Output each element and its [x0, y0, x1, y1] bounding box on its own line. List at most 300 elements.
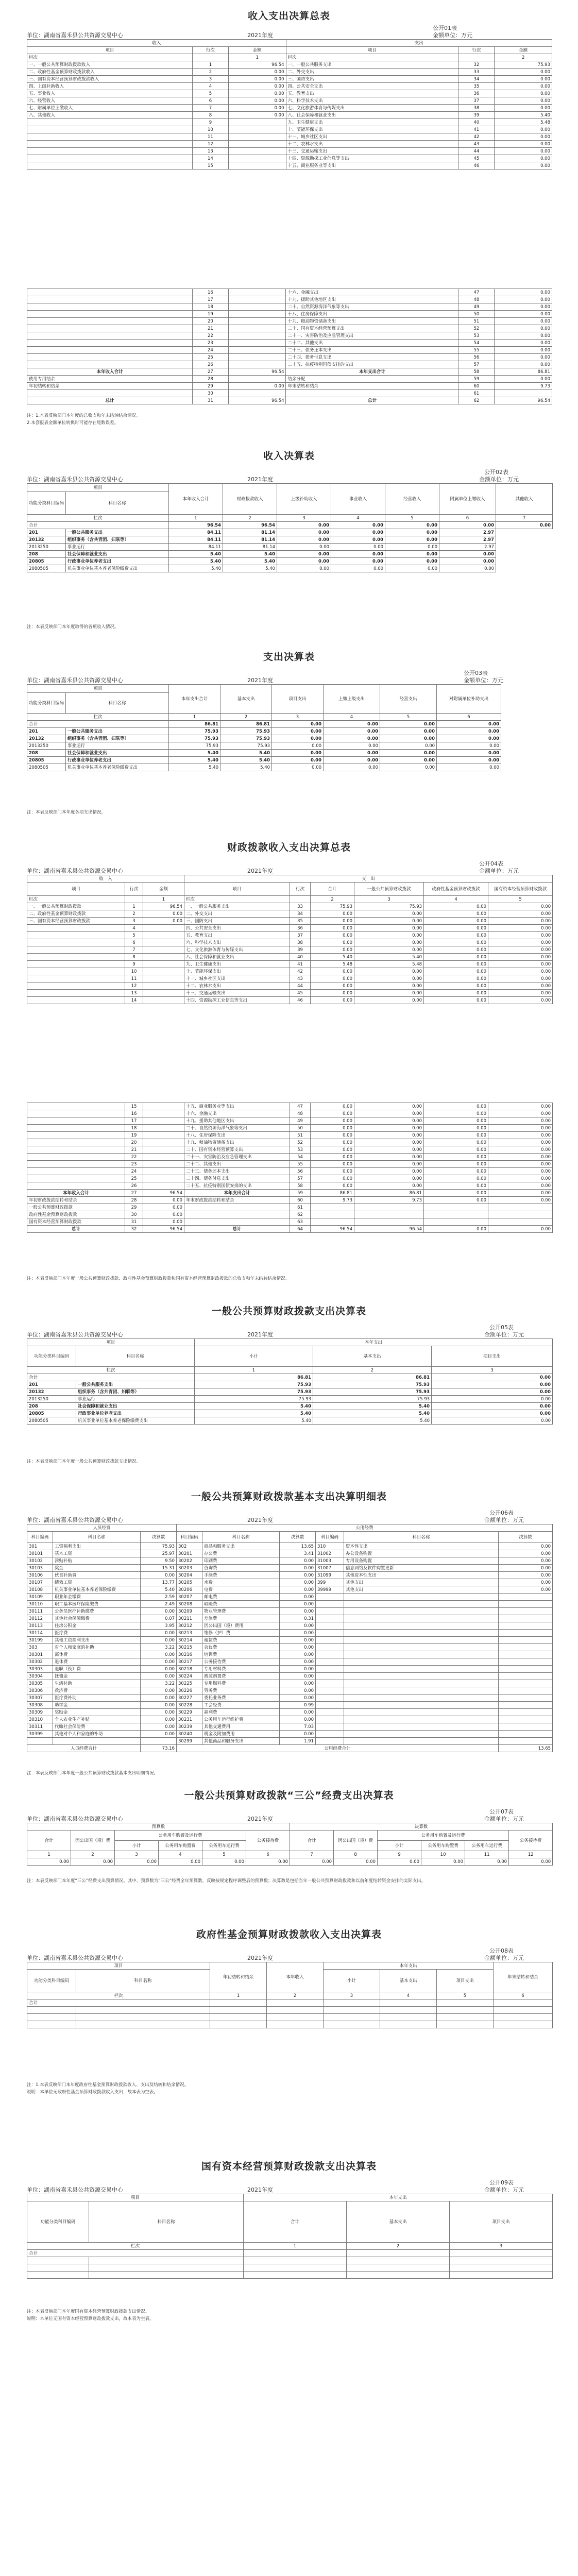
table-row [27, 1132, 553, 1139]
table-cell [316, 1601, 344, 1608]
amount-unit: 金额单位：万元 [484, 1816, 524, 1822]
table-cell: 2013250 [27, 544, 66, 551]
table-cell [27, 968, 125, 975]
table-cell: 0.00 [424, 939, 488, 946]
table-cell: 30309 [27, 1709, 53, 1716]
table-cell: 0.00 [488, 1226, 553, 1233]
header-row [27, 54, 552, 61]
table-cell [344, 1687, 499, 1694]
table-cell: 0.00 [495, 376, 552, 383]
table-cell: 0.00 [437, 750, 501, 757]
table-cell: 二十、自然资源海洋气象等支出 [184, 1125, 290, 1132]
table-cell: 6 [439, 515, 496, 522]
table-cell: 人员经费 [27, 1524, 177, 1532]
table-cell: 邮电费 [202, 1594, 280, 1601]
table-cell: 10 [421, 1851, 465, 1858]
table-cell: 96.54 [143, 1190, 184, 1197]
table-cell [499, 1658, 553, 1666]
table-row [27, 728, 501, 735]
table-cell: 0.00 [272, 764, 324, 771]
table-cell: 30304 [27, 1673, 53, 1680]
header-row [27, 2194, 553, 2201]
table-cell [267, 1999, 324, 2007]
table-cell: 0.00 [424, 1154, 488, 1161]
table-cell: 0.00 [159, 1858, 202, 1866]
table-cell: 44 [290, 982, 311, 990]
table-cell [344, 1630, 499, 1637]
table-cell: 0.00 [432, 1374, 553, 1381]
table-cell: 0.00 [424, 1161, 488, 1168]
table-cell: 30217 [177, 1658, 202, 1666]
year-label: 2021年度 [247, 1517, 273, 1523]
table-cell: 0.00 [280, 1673, 316, 1680]
table-cell: 30108 [27, 1586, 53, 1594]
table-cell: 金额 [228, 47, 286, 54]
table-cell [27, 296, 193, 303]
table-cell: 57 [458, 361, 495, 368]
table-cell: 4 [324, 714, 380, 721]
table-cell: 职业年金缴费 [53, 1594, 141, 1601]
table-cell: 0.00 [280, 1716, 316, 1723]
table-cell: 0.00 [354, 982, 424, 990]
table-cell: 0.00 [311, 997, 354, 1004]
table-cell: 附属单位上缴收入 [439, 484, 496, 515]
table-cell: 0.00 [311, 1110, 354, 1117]
table-cell: 8 [125, 954, 143, 961]
table-cell: 0.00 [324, 757, 380, 764]
table-cell: 0.00 [488, 1117, 553, 1125]
table-cell: 功能分类科目编码 [27, 2201, 89, 2243]
table-cell: 4 [125, 925, 143, 932]
table-cell: 48 [458, 296, 495, 303]
table-cell: 经营收入 [385, 484, 439, 515]
table-cell: 75.93 [354, 903, 424, 910]
table-cell [143, 925, 184, 932]
table-cell: 公务用车购置费 [421, 1841, 465, 1851]
table-cell: 其他对个人和家庭的补助 [53, 1731, 141, 1738]
table-cell [499, 1651, 553, 1658]
grand-total-row [27, 397, 552, 404]
table-cell: 0.00 [141, 1673, 177, 1680]
table-cell: 21 [125, 1146, 143, 1154]
table-cell: 社会保障和就业支出 [66, 750, 169, 757]
table-cell [27, 946, 125, 954]
table-cell: 总计 [286, 397, 458, 404]
table-cell [143, 961, 184, 968]
table-row [27, 1103, 553, 1110]
table-cell: 本年支出 [195, 1339, 553, 1346]
table-cell: 培训费 [202, 1651, 280, 1658]
table-cell: 二十、国有资本经营预算支出 [286, 325, 458, 332]
table-cell: 0.00 [280, 1644, 316, 1651]
table-cell: 四、公共安全支出 [286, 83, 458, 90]
table-cell [344, 1622, 499, 1630]
table-cell: 27 [193, 368, 229, 376]
table-cell: 十三、交通运输支出 [286, 148, 458, 155]
table-cell: 0.00 [495, 76, 552, 83]
table-cell [244, 2250, 347, 2257]
table-row [27, 1117, 553, 1125]
table-cell: 八、社会保障和就业支出 [184, 954, 290, 961]
table-cell: 年初结转和结余 [27, 383, 193, 390]
fiscal-summary-table-part1 [27, 875, 553, 1004]
table-cell: 5.40 [311, 954, 354, 961]
section-income-expense-summary [0, 0, 578, 426]
table-row [27, 932, 553, 939]
table-cell [316, 1622, 344, 1630]
table-cell: 201 [27, 1381, 76, 1388]
table-cell: 53 [290, 1146, 311, 1154]
table-cell: 0.00 [354, 1168, 424, 1175]
table-cell: 0.00 [280, 1572, 316, 1579]
table-cell: 功能分类科目编码 [27, 693, 66, 714]
table-cell [488, 1218, 553, 1226]
table-cell [488, 1211, 553, 1218]
table-cell: 59 [290, 1190, 311, 1197]
table-cell: 399 [316, 1579, 344, 1586]
table-cell: 5.40 [220, 757, 272, 764]
table-cell: 0.00 [354, 918, 424, 925]
table-cell: 经营支出 [380, 685, 437, 714]
table-cell: 16 [193, 289, 229, 296]
table-cell [27, 361, 193, 368]
table-cell: 0.00 [424, 910, 488, 918]
table-cell: 退休费 [53, 1658, 141, 1666]
table-cell [344, 1731, 499, 1738]
table-cell [344, 1644, 499, 1651]
header-row [27, 883, 553, 896]
table-cell: 二十四、债务付息支出 [286, 354, 458, 361]
table-cell: 2 [125, 910, 143, 918]
table-cell: 35 [458, 83, 495, 90]
table-cell: 小计 [115, 1841, 159, 1851]
table-row [27, 1673, 553, 1680]
table-cell: 栏次 [27, 2243, 244, 2250]
table-row [27, 1381, 553, 1388]
table-cell [316, 1723, 344, 1731]
table-cell: 58 [458, 368, 495, 376]
table-cell: 公务接待费 [202, 1658, 280, 1666]
table-cell: 七、文化旅游体育与传媒支出 [184, 946, 290, 954]
table-cell: 39999 [316, 1586, 344, 1594]
table-cell: 合计 [27, 1999, 210, 2007]
table-row [27, 982, 553, 990]
table-cell: 0.00 [495, 148, 552, 155]
table-cell: 0.00 [141, 1608, 177, 1615]
table-cell [499, 1702, 553, 1709]
table-cell: 2 [311, 896, 354, 903]
table-cell [141, 1738, 177, 1745]
table-cell: 0.00 [354, 968, 424, 975]
table-row [27, 1388, 553, 1396]
table-cell: 3 [354, 896, 424, 903]
table-cell [27, 325, 193, 332]
table-cell [27, 982, 125, 990]
table-cell: 1 [27, 1851, 71, 1858]
table-cell: 13.77 [141, 1579, 177, 1586]
table-cell: 0.00 [432, 1388, 553, 1396]
note-line-1: 注：1.本表反映部门本年度的总收支和年末结转结余情况。 [27, 413, 141, 418]
unit-label: 单位：湖南省嘉禾县公共资源交易中心 [27, 1331, 123, 1338]
table-cell: 30208 [177, 1601, 202, 1608]
table-cell: 机关事业单位基本养老保险缴费支出 [66, 565, 169, 572]
table-cell: 六、科学技术支出 [184, 939, 290, 946]
table-cell: 0.00 [324, 742, 380, 750]
table-cell: 4 [331, 515, 385, 522]
table-cell: 24 [125, 1168, 143, 1175]
table-cell [143, 990, 184, 997]
table-cell [228, 296, 286, 303]
table-cell: 基本支出 [347, 2201, 450, 2243]
amount-unit: 金额单位：万元 [484, 1331, 524, 1338]
unit-label: 单位：湖南省嘉禾县公共资源交易中心 [27, 677, 123, 684]
table-cell [316, 1702, 344, 1709]
section-title: 支出决算表 [263, 651, 315, 663]
table-cell: 30310 [27, 1716, 53, 1723]
table-cell: 36 [458, 90, 495, 97]
table-row [27, 2007, 553, 2014]
table-cell: 合计 [27, 721, 169, 728]
table-cell: 总计 [27, 397, 193, 404]
table-cell: 0.00 [424, 1146, 488, 1154]
table-cell: 0.00 [488, 932, 553, 939]
note-line: 注：本表反映部门本年度一般公共预算财政拨款基本支出明细情况。 [27, 1771, 159, 1776]
table-cell [27, 141, 193, 148]
year-label: 2021年度 [247, 1331, 273, 1338]
table-cell: 行政事业单位养老支出 [76, 1410, 195, 1417]
table-cell: 公务接待费 [509, 1831, 553, 1851]
table-cell: 5.40 [313, 1403, 432, 1410]
table-code: 公开06表 [489, 1510, 514, 1516]
table-cell [316, 1594, 344, 1601]
unit-label: 单位：湖南省嘉禾县公共资源交易中心 [27, 2187, 123, 2193]
table-cell: 本年收入合计 [169, 484, 223, 515]
table-cell: 0.00 [380, 728, 437, 735]
table-cell [27, 133, 193, 141]
table-cell: 30308 [27, 1702, 53, 1709]
table-cell: 50 [290, 1125, 311, 1132]
table-cell: 决算数 [499, 1532, 553, 1543]
table-cell: 小计 [378, 1841, 421, 1851]
table-cell: 0.00 [385, 551, 439, 558]
general-budget-expense-table [27, 1338, 553, 1425]
table-cell: 2.97 [439, 536, 496, 544]
table-cell: 54 [290, 1154, 311, 1161]
table-cell: 5 [202, 1851, 246, 1858]
table-cell: 代缴社会保险费 [53, 1723, 141, 1731]
table-row [27, 1858, 553, 1866]
table-cell: 0.00 [499, 1550, 553, 1557]
table-cell: 本年收入合计 [27, 1190, 125, 1197]
table-cell: 水费 [202, 1579, 280, 1586]
table-cell: 0.00 [495, 155, 552, 162]
table-cell: 十九、粮油物资储备支出 [184, 1139, 290, 1146]
table-cell: 18 [125, 1125, 143, 1132]
table-cell: 因公出国（境）费 [71, 1831, 115, 1851]
table-cell: 0.00 [488, 1161, 553, 1168]
table-cell: 3 [272, 714, 324, 721]
table-cell: 25 [125, 1175, 143, 1182]
table-cell: 5 [385, 515, 439, 522]
table-cell: 43 [458, 141, 495, 148]
year-label: 2021年度 [247, 868, 273, 874]
header-row [27, 1367, 553, 1374]
table-cell: 75.93 [195, 1396, 313, 1403]
table-cell: 年末财政拨款结转和结余 [184, 1197, 290, 1204]
table-row [27, 764, 501, 771]
table-cell: 0.00 [495, 97, 552, 105]
table-cell: 0.00 [424, 925, 488, 932]
table-cell: 0.00 [334, 1858, 378, 1866]
table-cell: 30218 [177, 1666, 202, 1673]
table-cell: 二、政府性基金预算财政拨款收入 [27, 69, 193, 76]
table-cell: 20 [125, 1139, 143, 1146]
table-cell: 0.00 [324, 750, 380, 757]
table-cell [228, 347, 286, 354]
table-cell: 42 [458, 133, 495, 141]
table-cell: 0.00 [280, 1565, 316, 1572]
table-code: 公开01表 [433, 25, 457, 31]
table-cell: 75.93 [311, 903, 354, 910]
table-cell: 19 [125, 1132, 143, 1139]
table-cell: 5.40 [195, 1403, 313, 1410]
table-cell: 4 [424, 896, 488, 903]
table-row [27, 311, 552, 318]
table-cell: 十二、农林水支出 [184, 982, 290, 990]
table-cell [316, 1651, 344, 1658]
table-cell: 201 [27, 529, 66, 536]
table-row [27, 90, 552, 97]
table-cell [499, 1709, 553, 1716]
table-cell: 政府性基金预算财政拨款 [424, 883, 488, 896]
table-cell: 36 [290, 925, 311, 932]
table-cell: 3 [324, 1992, 380, 1999]
table-row [27, 2250, 553, 2257]
table-row [27, 376, 552, 383]
table-row [27, 1601, 553, 1608]
table-row [27, 1644, 553, 1651]
table-cell: 0.00 [311, 990, 354, 997]
table-cell: 一、一般公共服务支出 [184, 903, 290, 910]
table-cell: 0.00 [488, 1182, 553, 1190]
table-row [27, 1125, 553, 1132]
table-cell [228, 119, 286, 126]
table-cell: 0.00 [354, 1175, 424, 1182]
table-cell: 0.00 [495, 332, 552, 340]
table-cell [499, 1622, 553, 1630]
table-cell [27, 303, 193, 311]
table-cell: 栏次 [27, 896, 125, 903]
table-cell: 84.11 [169, 544, 223, 551]
table-cell: 八、其他收入 [27, 112, 193, 119]
table-cell: 0.00 [354, 975, 424, 982]
table-cell: 5.48 [311, 961, 354, 968]
table-cell: 二、外交支出 [184, 910, 290, 918]
table-cell: 41 [290, 961, 311, 968]
table-row [27, 69, 552, 76]
table-cell: 31099 [316, 1572, 344, 1579]
table-cell: 0.00 [488, 1197, 553, 1204]
table-cell: 6 [125, 939, 143, 946]
table-cell [244, 2257, 347, 2264]
header-row [27, 1851, 553, 1858]
table-cell: 0.00 [354, 1161, 424, 1168]
table-cell [143, 939, 184, 946]
table-row [27, 1586, 553, 1594]
table-cell: 61 [458, 390, 495, 397]
table-cell [53, 1738, 141, 1745]
table-cell: 本年支出 [244, 2194, 553, 2201]
table-cell [450, 2257, 553, 2264]
table-cell: 0.00 [424, 982, 488, 990]
table-cell: 合计 [27, 1374, 195, 1381]
table-cell [316, 1666, 344, 1673]
table-cell: 1 [125, 903, 143, 910]
table-row [27, 1999, 553, 2007]
table-cell [344, 1723, 499, 1731]
table-cell: 45 [458, 155, 495, 162]
table-cell: 5.40 [169, 551, 223, 558]
table-cell [27, 2272, 89, 2279]
header-row [27, 2243, 553, 2250]
table-cell [27, 1103, 125, 1110]
table-cell: 总计 [184, 1226, 290, 1233]
table-cell [499, 1731, 553, 1738]
table-cell: 离休费 [53, 1651, 141, 1658]
table-cell: 3 [193, 76, 229, 83]
table-cell: 3 [115, 1851, 159, 1858]
table-cell: 61 [290, 1204, 311, 1211]
table-row [27, 1716, 553, 1723]
amount-unit: 金额单位：万元 [464, 677, 503, 684]
table-cell: 4 [193, 83, 229, 90]
section-title: 国有资本经营预算财政拨款支出决算表 [201, 2161, 377, 2172]
table-cell: 项目支出 [450, 2201, 553, 2243]
table-cell: 75.93 [169, 742, 220, 750]
table-cell: 专用设备购置 [344, 1557, 499, 1565]
table-cell: 5 [380, 714, 437, 721]
table-cell: 9.73 [495, 383, 552, 390]
table-cell [347, 2250, 450, 2257]
table-row [27, 141, 552, 148]
table-cell [27, 2014, 76, 2021]
table-cell [210, 1999, 267, 2007]
table-cell [27, 954, 125, 961]
table-cell: 0.00 [280, 1557, 316, 1565]
table-cell: 栏次 [27, 714, 169, 721]
total-row [27, 1745, 553, 1752]
table-row [27, 1182, 553, 1190]
table-cell: 2 [347, 2243, 450, 2250]
table-cell [499, 1601, 553, 1608]
table-cell: 75.93 [313, 1396, 432, 1403]
table-cell: 30109 [27, 1594, 53, 1601]
table-cell: 0.00 [272, 728, 324, 735]
table-cell: 公用经费 [177, 1524, 553, 1532]
table-cell [494, 2021, 553, 2028]
table-row [27, 1197, 553, 1204]
table-cell [89, 2264, 244, 2272]
table-cell: 0.00 [277, 551, 331, 558]
table-cell: 30102 [27, 1557, 53, 1565]
table-cell: 0.00 [385, 529, 439, 536]
table-cell [499, 1723, 553, 1731]
table-cell [286, 390, 458, 397]
table-cell: 25.97 [141, 1550, 177, 1557]
table-cell [228, 354, 286, 361]
table-row [27, 1702, 553, 1709]
table-cell: 30212 [177, 1622, 202, 1630]
